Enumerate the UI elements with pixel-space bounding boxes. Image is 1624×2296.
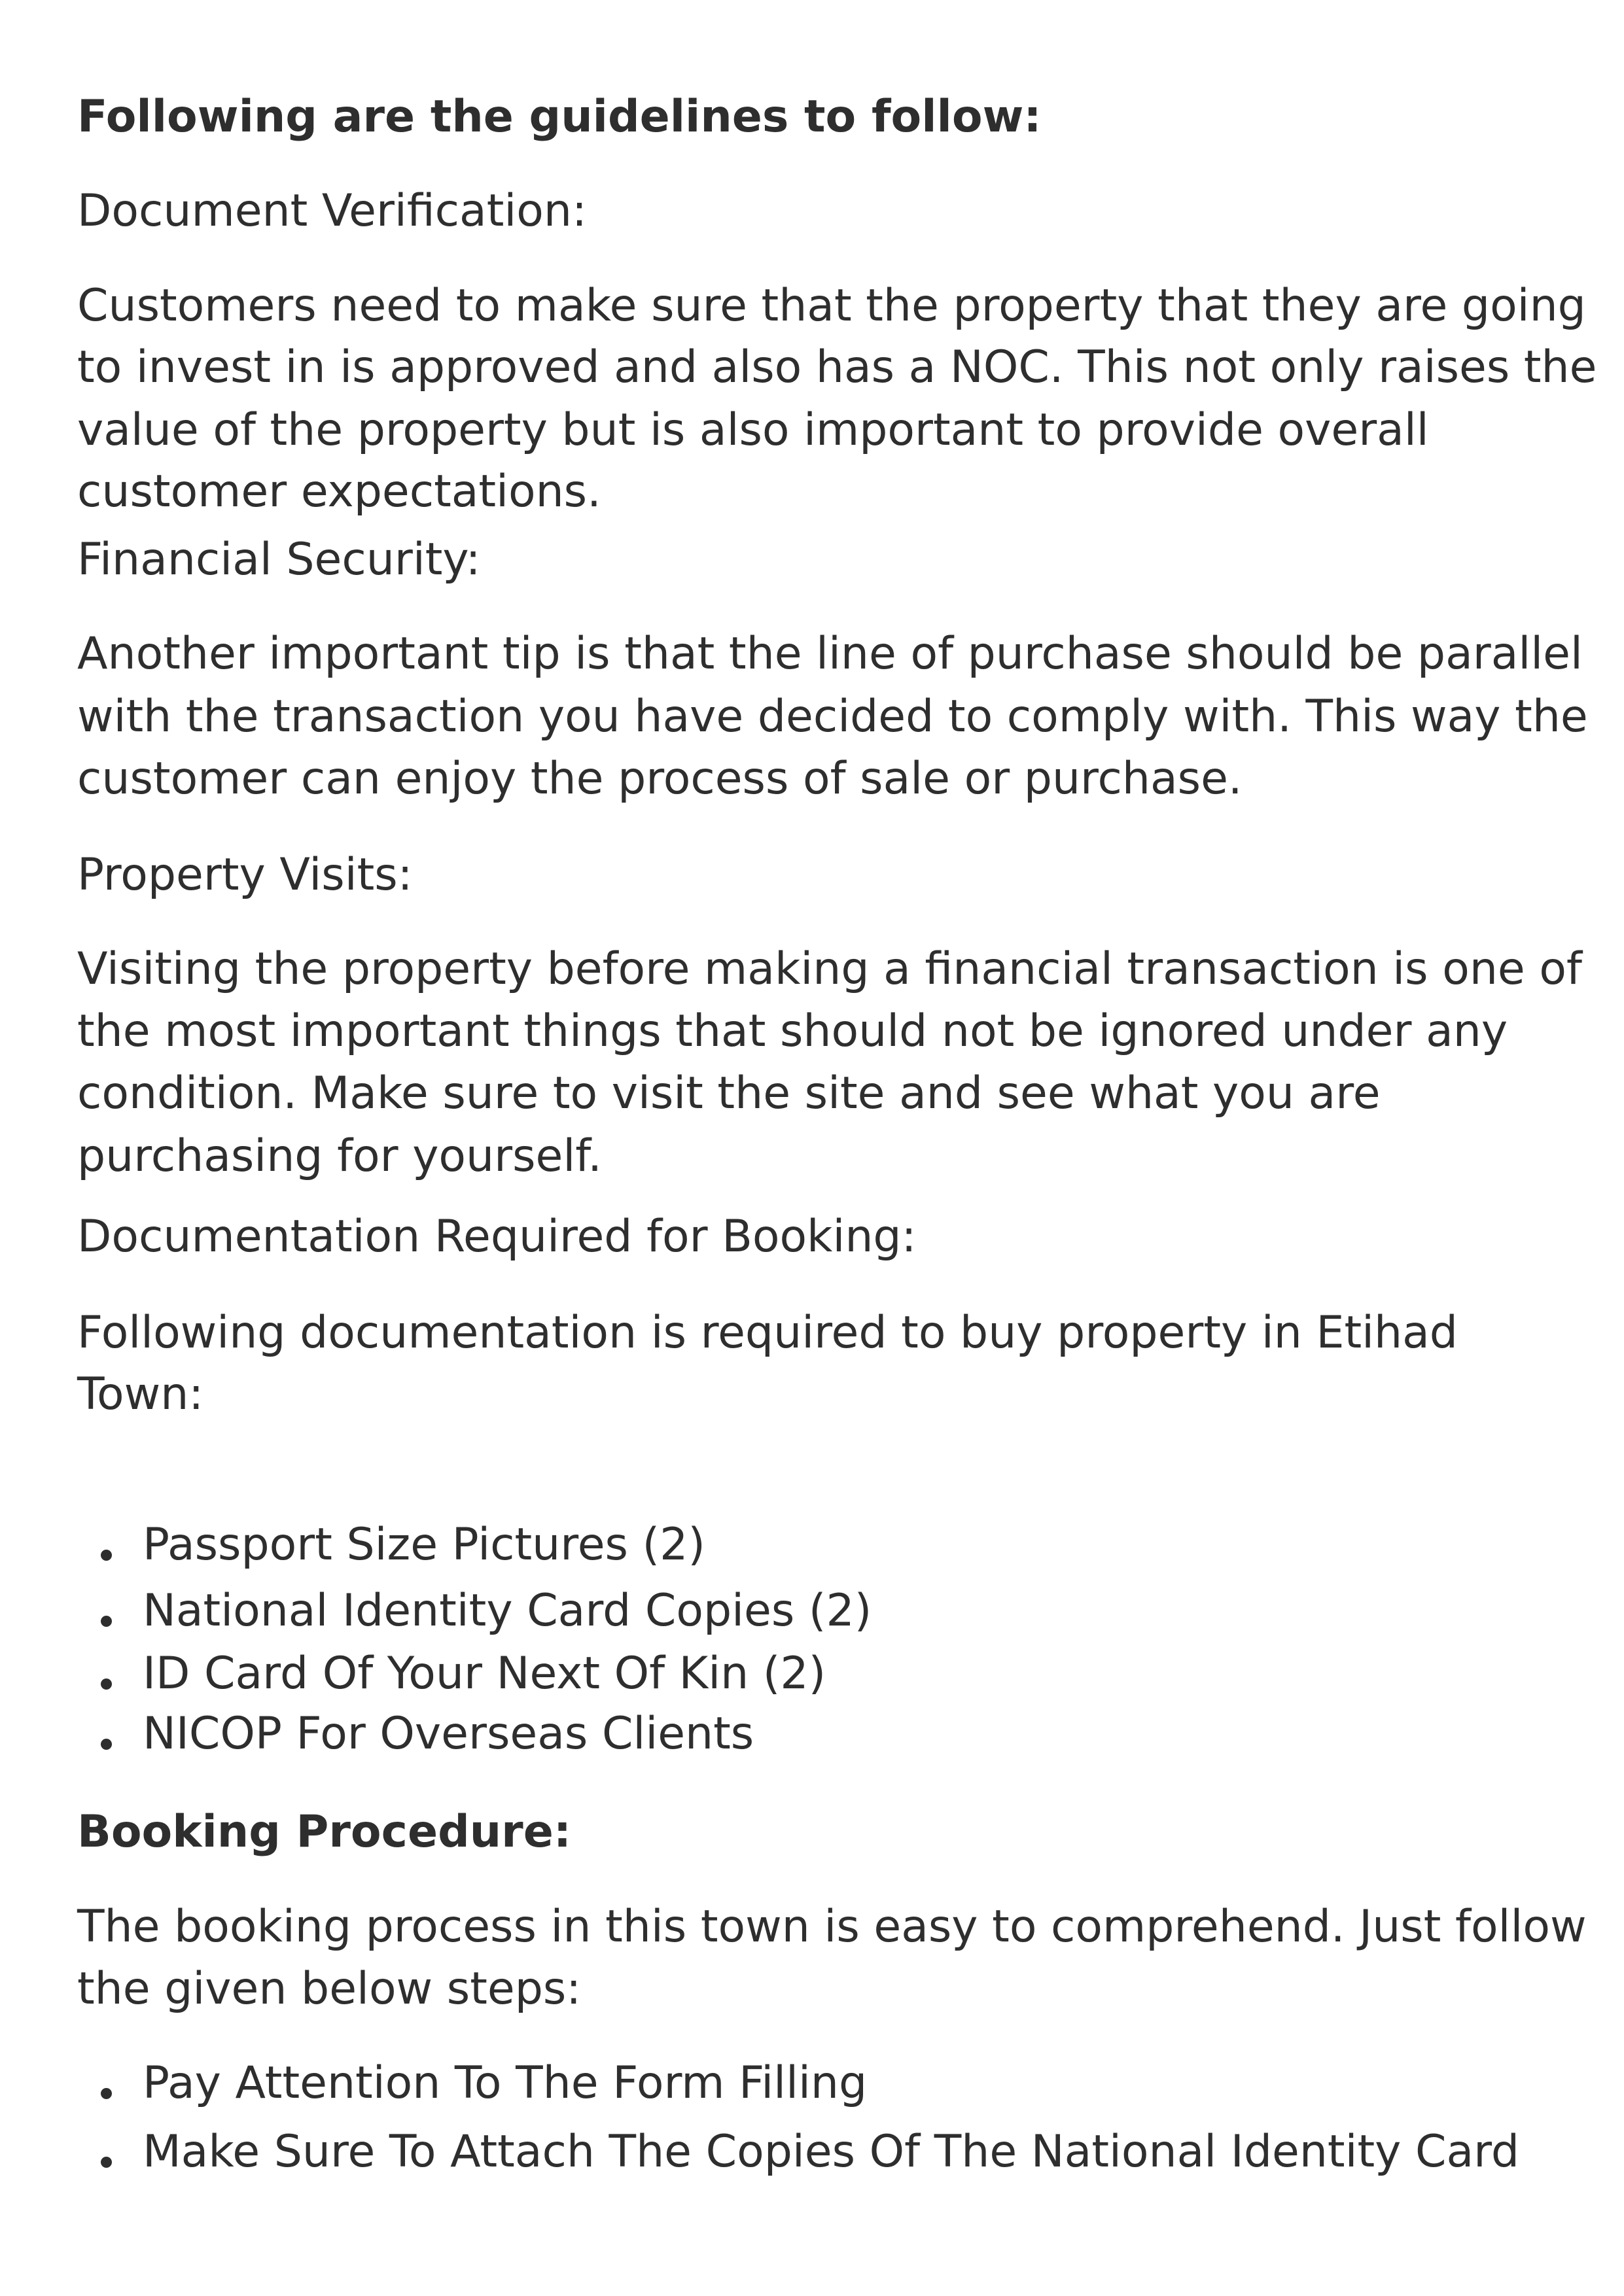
property-visits-line: purchasing for yourself.	[77, 1130, 602, 1182]
list-item-text: ID Card Of Your Next Of Kin (2)	[143, 1648, 826, 1699]
doc-verification-line: value of the property but is also important to provide overall	[77, 404, 1429, 456]
property-visits-line: the most important things that should not be ignored under any	[77, 1005, 1508, 1057]
bullet-icon	[101, 1679, 112, 1690]
list-item-text: NICOP For Overseas Clients	[143, 1708, 754, 1760]
doc-verification-title: Document Verification:	[77, 185, 587, 237]
list-item-text: Pay Attention To The Form Filling	[143, 2057, 868, 2109]
documentation-title: Documentation Required for Booking:	[77, 1211, 917, 1262]
bullet-icon	[101, 2088, 112, 2099]
booking-procedure-title: Booking Procedure:	[77, 1806, 572, 1858]
booking-procedure-line: the given below steps:	[77, 1963, 582, 2015]
doc-verification-line: Customers need to make sure that the property that they are going	[77, 280, 1586, 332]
booking-procedure-line: The booking process in this town is easy to comprehend. Just follow	[77, 1901, 1587, 1953]
doc-verification-line: customer expectations.	[77, 466, 601, 517]
list-item-text: National Identity Card Copies (2)	[143, 1585, 872, 1637]
bullet-icon	[101, 1550, 112, 1561]
bullet-icon	[101, 2157, 112, 2168]
financial-security-line: with the transaction you have decided to comply with. This way the	[77, 691, 1588, 742]
documentation-line: Following documentation is required to buy property in Etihad	[77, 1307, 1458, 1359]
financial-security-line: customer can enjoy the process of sale or purchase.	[77, 753, 1243, 805]
doc-verification-line: to invest in is approved and also has a NOC. This not only raises the	[77, 341, 1597, 393]
financial-security-line: Another important tip is that the line of purchase should be parallel	[77, 628, 1583, 680]
list-item-text: Passport Size Pictures (2)	[143, 1519, 705, 1571]
guidelines-heading: Following are the guidelines to follow:	[77, 91, 1042, 143]
list-item-text: Make Sure To Attach The Copies Of The National Identity Card	[143, 2126, 1520, 2178]
bullet-icon	[101, 1616, 112, 1627]
property-visits-title: Property Visits:	[77, 849, 413, 901]
bullet-icon	[101, 1739, 112, 1750]
property-visits-line: condition. Make sure to visit the site and see what you are	[77, 1068, 1381, 1119]
property-visits-line: Visiting the property before making a financial transaction is one of	[77, 943, 1582, 995]
financial-security-title: Financial Security:	[77, 534, 481, 585]
documentation-line: Town:	[77, 1368, 204, 1420]
